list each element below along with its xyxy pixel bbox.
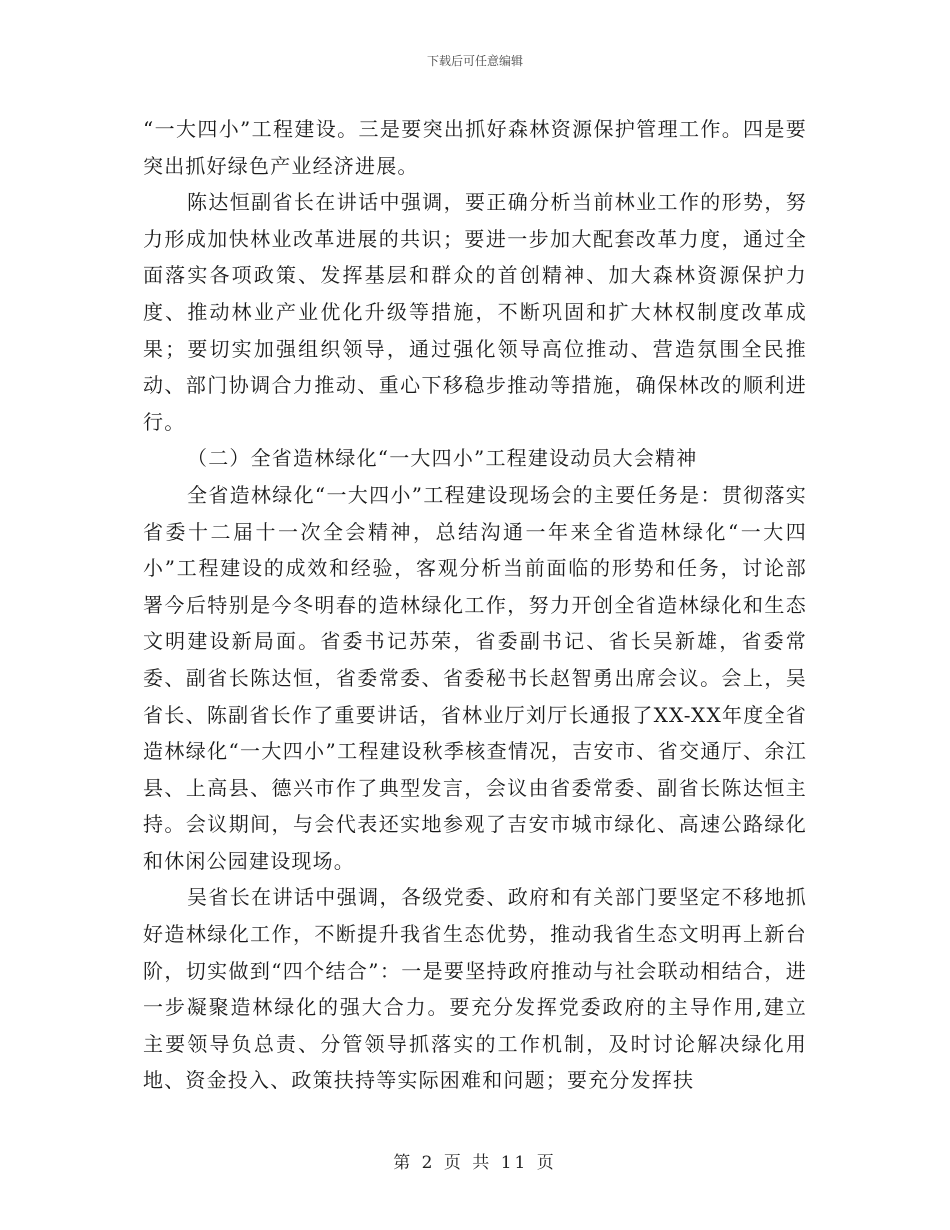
paragraph-2: 陈达恒副省长在讲话中强调，要正确分析当前林业工作的形势，努力形成加快林业改革进展的共识；要进一步加大配套改革力度，通过全面落实各项政策、发挥基层和群众的首创精神、加大森林资源保护力度、推动林业产业优化升级等措施，不断巩固和扩大林权制度改革成果；要切实加强组织领导，通过强化领导高位推动、营造氛围全民推动、部门协调合力推动、重心下移稳步推动等措施，确保林改的顺利进行。 <box>143 190 807 434</box>
page-number-footer: 第 2 页 共 11 页 <box>393 1153 557 1173</box>
section-heading-2: （二）全省造林绿化“一大四小”工程建设动员大会精神 <box>187 446 698 471</box>
document-body <box>143 111 807 1099</box>
header-note: 下载后可任意编辑 <box>426 54 523 68</box>
paragraph-1: “一大四小”工程建设。三是要突出抓好森林资源保护管理工作。四是要突出抓好绿色产业经济进展。 <box>143 117 807 178</box>
paragraph-4: 吴省长在讲话中强调，各级党委、政府和有关部门要坚定不移地抓好造林绿化工作，不断提升我省生态优势，推动我省生态文明再上新台阶，切实做到“四个结合”：一是要坚持政府推动与社会联动相结合，进一步凝聚造林绿化的强大合力。要充分发挥党委政府的主导作用,建立主要领导负总责、分管领导抓落实的工作机制，及时讨论解决绿化用地、资金投入、政策扶持等实际困难和问题；要充分发挥扶 <box>143 885 807 1093</box>
paragraph-3: 全省造林绿化“一大四小”工程建设现场会的主要任务是：贯彻落实省委十二届十一次全会精神，总结沟通一年来全省造林绿化“一大四小”工程建设的成效和经验，客观分析当前面临的形势和任务，讨论部署今后特别是今冬明春的造林绿化工作，努力开创全省造林绿化和生态文明建设新局面。省委书记苏荣，省委副书记、省长吴新雄，省委常委、副省长陈达恒，省委常委、省委秘书长赵智勇出席会议。会上，吴省长、陈副省长作了重要讲话，省林业厅刘厅长通报了XX-XX年度全省造林绿化“一大四小”工程建设秋季核查情况，吉安市、省交通厅、余江县、上高县、德兴市作了典型发言，会议由省委常委、副省长陈达恒主持。会议期间，与会代表还实地参观了吉安市城市绿化、高速公路绿化和休闲公园建设现场。 <box>143 482 807 873</box>
